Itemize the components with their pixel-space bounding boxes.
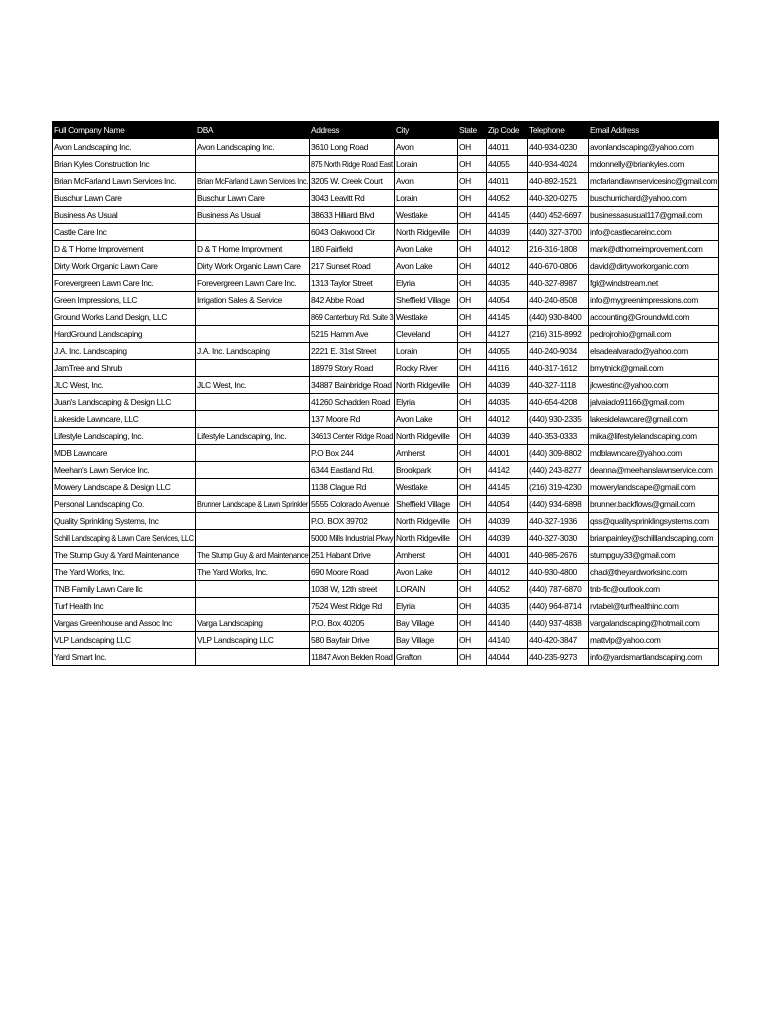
cell-address: 251 Habant Drive — [310, 547, 395, 564]
cell-state: OH — [458, 207, 487, 224]
cell-city: Elyria — [395, 275, 458, 292]
cell-address: 842 Abbe Road — [310, 292, 395, 309]
cell-state: OH — [458, 496, 487, 513]
table-row — [53, 564, 719, 581]
cell-telephone: 440-240-9034 — [528, 343, 589, 360]
cell-state: OH — [458, 632, 487, 649]
table-row — [53, 360, 719, 377]
cell-email: mcfarlandlawnservicesinc@gmail.com — [589, 173, 719, 190]
cell-zip-code: 44145 — [487, 309, 528, 326]
cell-telephone: 440-353-0333 — [528, 428, 589, 445]
table-row — [53, 547, 719, 564]
cell-address: 11847 Avon Belden Road — [310, 649, 395, 666]
cell-zip-code: 44052 — [487, 190, 528, 207]
cell-email: jlcwestinc@yahoo.com — [589, 377, 719, 394]
cell-telephone: (216) 315-8992 — [528, 326, 589, 343]
cell-dba — [196, 479, 310, 496]
cell-zip-code: 44035 — [487, 275, 528, 292]
cell-zip-code: 44054 — [487, 292, 528, 309]
cell-dba: J.A. Inc. Landscaping — [196, 343, 310, 360]
cell-telephone: 440-654-4208 — [528, 394, 589, 411]
table-row — [53, 445, 719, 462]
cell-dba: D & T Home Improvment — [196, 241, 310, 258]
cell-email: mattvlp@yahoo.com — [589, 632, 719, 649]
cell-zip-code: 44012 — [487, 411, 528, 428]
cell-city: Lorain — [395, 343, 458, 360]
cell-dba: Brian McFarland Lawn Services Inc. — [196, 173, 310, 190]
cell-email: brianpainley@schilllandscaping.com — [589, 530, 719, 547]
cell-state: OH — [458, 479, 487, 496]
cell-state: OH — [458, 241, 487, 258]
cell-state: OH — [458, 530, 487, 547]
cell-city: Elyria — [395, 598, 458, 615]
cell-address: 217 Sunset Road — [310, 258, 395, 275]
cell-address: 180 Fairfield — [310, 241, 395, 258]
cell-telephone: 440-240-8508 — [528, 292, 589, 309]
cell-dba — [196, 326, 310, 343]
cell-telephone: (440) 964-8714 — [528, 598, 589, 615]
cell-company-name: Personal Landscaping Co. — [53, 496, 196, 513]
cell-company-name: Vargas Greenhouse and Assoc Inc — [53, 615, 196, 632]
table-row — [53, 513, 719, 530]
cell-state: OH — [458, 360, 487, 377]
cell-email: bmytnick@gmail.com — [589, 360, 719, 377]
cell-telephone: 440-934-0230 — [528, 139, 589, 156]
cell-telephone: (440) 452-6697 — [528, 207, 589, 224]
cell-company-name: Quality Sprinkling Systems, Inc — [53, 513, 196, 530]
cell-zip-code: 44142 — [487, 462, 528, 479]
cell-city: North Ridgeville — [395, 224, 458, 241]
cell-address: 5000 Mills Industrial Pkwy — [310, 530, 395, 547]
cell-city: Westlake — [395, 207, 458, 224]
cell-email: mika@lifestylelandscaping.com — [589, 428, 719, 445]
cell-company-name: Castle Care Inc — [53, 224, 196, 241]
cell-telephone: (440) 787-6870 — [528, 581, 589, 598]
cell-company-name: Lakeside Lawncare, LLC — [53, 411, 196, 428]
table-row — [53, 292, 719, 309]
cell-company-name: Brian Kyles Construction Inc — [53, 156, 196, 173]
table-row — [53, 377, 719, 394]
table-row — [53, 394, 719, 411]
cell-state: OH — [458, 292, 487, 309]
cell-company-name: JamTree and Shrub — [53, 360, 196, 377]
table-row — [53, 428, 719, 445]
cell-telephone: 440-327-1118 — [528, 377, 589, 394]
table-row — [53, 632, 719, 649]
cell-address: 41260 Schadden Road — [310, 394, 395, 411]
cell-city: North Ridgeville — [395, 377, 458, 394]
cell-dba — [196, 360, 310, 377]
cell-state: OH — [458, 156, 487, 173]
cell-city: Avon Lake — [395, 564, 458, 581]
cell-zip-code: 44001 — [487, 445, 528, 462]
cell-dba — [196, 581, 310, 598]
cell-address: 34613 Center Ridge Road — [310, 428, 395, 445]
cell-address: P.O. BOX 39702 — [310, 513, 395, 530]
cell-dba: JLC West, Inc. — [196, 377, 310, 394]
cell-city: Avon Lake — [395, 258, 458, 275]
cell-state: OH — [458, 428, 487, 445]
cell-company-name: VLP Landscaping LLC — [53, 632, 196, 649]
column-header-city: City — [395, 122, 458, 139]
cell-dba: Buschur Lawn Care — [196, 190, 310, 207]
cell-city: Rocky River — [395, 360, 458, 377]
cell-state: OH — [458, 139, 487, 156]
cell-state: OH — [458, 190, 487, 207]
cell-zip-code: 44039 — [487, 530, 528, 547]
cell-address: 7524 West Ridge Rd — [310, 598, 395, 615]
cell-telephone: (440) 243-8277 — [528, 462, 589, 479]
cell-email: jalvaiado91166@gmail.com — [589, 394, 719, 411]
cell-address: 1038 W, 12th street — [310, 581, 395, 598]
cell-company-name: Turf Health Inc — [53, 598, 196, 615]
cell-dba — [196, 462, 310, 479]
cell-zip-code: 44054 — [487, 496, 528, 513]
cell-zip-code: 44127 — [487, 326, 528, 343]
cell-address: 38633 Hilliard Blvd — [310, 207, 395, 224]
cell-dba — [196, 530, 310, 547]
cell-address: P.O Box 244 — [310, 445, 395, 462]
cell-company-name: Buschur Lawn Care — [53, 190, 196, 207]
cell-email: mdblawncare@yahoo.com — [589, 445, 719, 462]
cell-city: Westlake — [395, 309, 458, 326]
table-row — [53, 139, 719, 156]
table-body — [53, 139, 719, 666]
cell-city: Lorain — [395, 190, 458, 207]
cell-telephone: 440-420-3847 — [528, 632, 589, 649]
cell-email: mowerylandscape@gmail.com — [589, 479, 719, 496]
cell-city: Bay Village — [395, 615, 458, 632]
cell-company-name: Lifestyle Landscaping, Inc. — [53, 428, 196, 445]
cell-address: 1138 Clague Rd — [310, 479, 395, 496]
cell-city: North Ridgeville — [395, 428, 458, 445]
cell-company-name: J.A. Inc. Landscaping — [53, 343, 196, 360]
cell-dba: Irrigation Sales & Service — [196, 292, 310, 309]
cell-telephone: 440-670-0806 — [528, 258, 589, 275]
cell-dba: Lifestyle Landscaping, Inc. — [196, 428, 310, 445]
cell-state: OH — [458, 343, 487, 360]
cell-zip-code: 44044 — [487, 649, 528, 666]
table-row — [53, 258, 719, 275]
table-row — [53, 496, 719, 513]
cell-dba — [196, 513, 310, 530]
column-header-email: Email Address — [589, 122, 719, 139]
table-row — [53, 156, 719, 173]
cell-dba — [196, 156, 310, 173]
cell-email: deanna@meehanslawnservice.com — [589, 462, 719, 479]
cell-zip-code: 44039 — [487, 513, 528, 530]
cell-company-name: JLC West, Inc. — [53, 377, 196, 394]
cell-telephone: 440-892-1521 — [528, 173, 589, 190]
table-row — [53, 615, 719, 632]
cell-telephone: 440-930-4800 — [528, 564, 589, 581]
cell-zip-code: 44012 — [487, 564, 528, 581]
cell-address: 3043 Leavitt Rd — [310, 190, 395, 207]
cell-dba: Varga Landscaping — [196, 615, 310, 632]
cell-dba: The Stump Guy & ard Maintenance — [196, 547, 310, 564]
cell-company-name: Ground Works Land Design, LLC — [53, 309, 196, 326]
cell-company-name: Meehan's Lawn Service Inc. — [53, 462, 196, 479]
cell-zip-code: 44145 — [487, 207, 528, 224]
cell-address: 875 North Ridge Road East — [310, 156, 395, 173]
cell-company-name: TNB Family Lawn Care llc — [53, 581, 196, 598]
cell-telephone: 440-317-1612 — [528, 360, 589, 377]
cell-telephone: 440-320-0275 — [528, 190, 589, 207]
cell-zip-code: 44011 — [487, 173, 528, 190]
table-row — [53, 598, 719, 615]
cell-telephone: 440-327-8987 — [528, 275, 589, 292]
cell-city: Avon Lake — [395, 241, 458, 258]
column-header-company-name: Full Company Name — [53, 122, 196, 139]
cell-city: Cleveland — [395, 326, 458, 343]
cell-city: LORAIN — [395, 581, 458, 598]
cell-telephone: (440) 327-3700 — [528, 224, 589, 241]
table-header-row — [53, 122, 719, 139]
cell-email: chad@theyardworksinc.com — [589, 564, 719, 581]
table-row — [53, 190, 719, 207]
cell-dba — [196, 445, 310, 462]
cell-city: Amherst — [395, 547, 458, 564]
cell-zip-code: 44039 — [487, 428, 528, 445]
cell-email: lakesidelawcare@gmail.com — [589, 411, 719, 428]
table-row — [53, 530, 719, 547]
cell-address: 34887 Bainbridge Road — [310, 377, 395, 394]
cell-city: North Ridgeville — [395, 530, 458, 547]
cell-dba: Dirty Work Organic Lawn Care — [196, 258, 310, 275]
cell-email: info@castlecareinc.com — [589, 224, 719, 241]
cell-zip-code: 44055 — [487, 156, 528, 173]
column-header-zip-code: Zip Code — [487, 122, 528, 139]
cell-telephone: (440) 930-2335 — [528, 411, 589, 428]
cell-dba — [196, 598, 310, 615]
table-row — [53, 207, 719, 224]
cell-telephone: 216-316-1808 — [528, 241, 589, 258]
column-header-address: Address — [310, 122, 395, 139]
cell-address: 5215 Hamm Ave — [310, 326, 395, 343]
cell-company-name: Yard Smart Inc. — [53, 649, 196, 666]
cell-state: OH — [458, 564, 487, 581]
table-row — [53, 479, 719, 496]
cell-state: OH — [458, 173, 487, 190]
cell-dba: The Yard Works, Inc. — [196, 564, 310, 581]
cell-city: Lorain — [395, 156, 458, 173]
cell-city: Bay Village — [395, 632, 458, 649]
cell-zip-code: 44035 — [487, 598, 528, 615]
cell-zip-code: 44116 — [487, 360, 528, 377]
cell-email: info@yardsmartlandscaping.com — [589, 649, 719, 666]
cell-email: vargalandscaping@hotmail.com — [589, 615, 719, 632]
table-row — [53, 343, 719, 360]
column-header-telephone: Telephone — [528, 122, 589, 139]
cell-address: 580 Bayfair Drive — [310, 632, 395, 649]
cell-address: 6344 Eastland Rd. — [310, 462, 395, 479]
cell-state: OH — [458, 649, 487, 666]
table-row — [53, 411, 719, 428]
cell-state: OH — [458, 258, 487, 275]
cell-telephone: (440) 934-6898 — [528, 496, 589, 513]
cell-dba: Brunner Landscape & Lawn Sprinkler — [196, 496, 310, 513]
cell-state: OH — [458, 462, 487, 479]
cell-city: North Ridgeville — [395, 513, 458, 530]
cell-email: qss@qualitysprinklingsystems.com — [589, 513, 719, 530]
cell-email: fgl@windstream.net — [589, 275, 719, 292]
cell-dba: Forevergreen Lawn Care Inc. — [196, 275, 310, 292]
cell-city: Sheffield Village — [395, 292, 458, 309]
column-header-state: State — [458, 122, 487, 139]
cell-email: tnb-flc@outlook.com — [589, 581, 719, 598]
cell-state: OH — [458, 445, 487, 462]
cell-state: OH — [458, 598, 487, 615]
cell-state: OH — [458, 377, 487, 394]
cell-zip-code: 44052 — [487, 581, 528, 598]
cell-zip-code: 44011 — [487, 139, 528, 156]
cell-zip-code: 44055 — [487, 343, 528, 360]
cell-dba — [196, 224, 310, 241]
cell-address: 1313 Taylor Street — [310, 275, 395, 292]
cell-company-name: Forevergreen Lawn Care Inc. — [53, 275, 196, 292]
cell-company-name: Dirty Work Organic Lawn Care — [53, 258, 196, 275]
company-table — [52, 121, 719, 666]
cell-dba: Business As Usual — [196, 207, 310, 224]
cell-zip-code: 44001 — [487, 547, 528, 564]
cell-company-name: Schill Landscaping & Lawn Care Services, LLC — [53, 530, 196, 547]
cell-email: businessasusual117@gmail.com — [589, 207, 719, 224]
cell-telephone: 440-327-1936 — [528, 513, 589, 530]
cell-telephone: (216) 319-4230 — [528, 479, 589, 496]
cell-company-name: D & T Home Improvement — [53, 241, 196, 258]
cell-company-name: Brian McFarland Lawn Services Inc. — [53, 173, 196, 190]
cell-company-name: Mowery Landscape & Design LLC — [53, 479, 196, 496]
cell-email: buschurrichard@yahoo.com — [589, 190, 719, 207]
cell-zip-code: 44012 — [487, 258, 528, 275]
cell-company-name: Avon Landscaping Inc. — [53, 139, 196, 156]
cell-company-name: Business As Usual — [53, 207, 196, 224]
cell-city: Elyria — [395, 394, 458, 411]
cell-zip-code: 44140 — [487, 615, 528, 632]
cell-state: OH — [458, 411, 487, 428]
cell-email: avonlandscaping@yahoo.com — [589, 139, 719, 156]
cell-email: pedrojrohio@gmail.com — [589, 326, 719, 343]
cell-address: 3610 Long Road — [310, 139, 395, 156]
table-row — [53, 309, 719, 326]
cell-company-name: HardGround Landscaping — [53, 326, 196, 343]
cell-telephone: (440) 309-8802 — [528, 445, 589, 462]
cell-state: OH — [458, 309, 487, 326]
cell-state: OH — [458, 326, 487, 343]
cell-email: rvtabel@turfhealthinc.com — [589, 598, 719, 615]
cell-address: 869 Canterbury Rd. Suite 3 — [310, 309, 395, 326]
cell-email: accounting@Groundwld.com — [589, 309, 719, 326]
cell-zip-code: 44145 — [487, 479, 528, 496]
cell-dba: VLP Landscaping LLC — [196, 632, 310, 649]
table-row — [53, 241, 719, 258]
cell-dba — [196, 309, 310, 326]
cell-telephone: 440-235-9273 — [528, 649, 589, 666]
cell-state: OH — [458, 547, 487, 564]
table-row — [53, 649, 719, 666]
cell-city: Westlake — [395, 479, 458, 496]
cell-address: 5555 Colorado Avenue — [310, 496, 395, 513]
cell-zip-code: 44035 — [487, 394, 528, 411]
cell-company-name: Juan's Landscaping & Design LLC — [53, 394, 196, 411]
cell-state: OH — [458, 513, 487, 530]
cell-dba — [196, 411, 310, 428]
cell-email: stumpguy33@gmail.com — [589, 547, 719, 564]
cell-telephone: 440-934-4024 — [528, 156, 589, 173]
cell-state: OH — [458, 275, 487, 292]
cell-zip-code: 44012 — [487, 241, 528, 258]
cell-state: OH — [458, 615, 487, 632]
cell-city: Brookpark — [395, 462, 458, 479]
cell-city: Grafton — [395, 649, 458, 666]
cell-city: Avon — [395, 139, 458, 156]
table-row — [53, 173, 719, 190]
cell-email: mark@dthomeimprovement.com — [589, 241, 719, 258]
cell-address: 6043 Oakwood Cir — [310, 224, 395, 241]
cell-city: Sheffield Village — [395, 496, 458, 513]
cell-zip-code: 44039 — [487, 224, 528, 241]
cell-email: david@dirtyworkorganic.com — [589, 258, 719, 275]
cell-state: OH — [458, 224, 487, 241]
cell-dba — [196, 649, 310, 666]
cell-address: 137 Moore Rd — [310, 411, 395, 428]
cell-zip-code: 44039 — [487, 377, 528, 394]
cell-dba: Avon Landscaping Inc. — [196, 139, 310, 156]
cell-address: 3205 W. Creek Court — [310, 173, 395, 190]
column-header-dba: DBA — [196, 122, 310, 139]
cell-company-name: The Yard Works, Inc. — [53, 564, 196, 581]
table-row — [53, 275, 719, 292]
cell-zip-code: 44140 — [487, 632, 528, 649]
cell-city: Avon Lake — [395, 411, 458, 428]
cell-address: 2221 E. 31st Street — [310, 343, 395, 360]
cell-dba — [196, 394, 310, 411]
cell-company-name: The Stump Guy & Yard Maintenance — [53, 547, 196, 564]
cell-city: Amherst — [395, 445, 458, 462]
cell-company-name: MDB Lawncare — [53, 445, 196, 462]
cell-city: Avon — [395, 173, 458, 190]
cell-address: 18979 Story Road — [310, 360, 395, 377]
table-row — [53, 326, 719, 343]
cell-address: P.O. Box 40205 — [310, 615, 395, 632]
cell-telephone: 440-985-2676 — [528, 547, 589, 564]
cell-email: brunner.backflows@gmail.com — [589, 496, 719, 513]
cell-email: elsadealvarado@yahoo.com — [589, 343, 719, 360]
cell-telephone: (440) 937-4838 — [528, 615, 589, 632]
cell-telephone: (440) 930-8400 — [528, 309, 589, 326]
table-row — [53, 581, 719, 598]
cell-address: 690 Moore Road — [310, 564, 395, 581]
cell-state: OH — [458, 581, 487, 598]
table-row — [53, 224, 719, 241]
table-row — [53, 462, 719, 479]
cell-email: mdonnelly@briankyles.com — [589, 156, 719, 173]
cell-company-name: Green Impressions, LLC — [53, 292, 196, 309]
cell-telephone: 440-327-3030 — [528, 530, 589, 547]
cell-email: info@mygreenimpressions.com — [589, 292, 719, 309]
cell-state: OH — [458, 394, 487, 411]
